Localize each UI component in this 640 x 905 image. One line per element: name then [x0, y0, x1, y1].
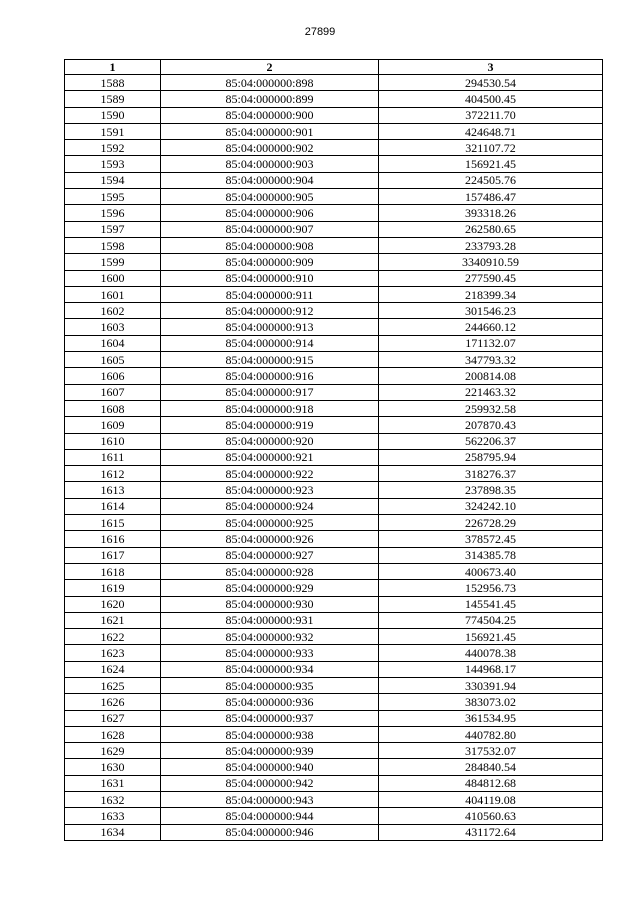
- row-number-cell: 1634: [65, 824, 161, 840]
- value-cell: 314385.78: [379, 547, 603, 563]
- cadastral-number-cell: 85:04:000000:908: [161, 237, 379, 253]
- value-cell: 145541.45: [379, 596, 603, 612]
- cadastral-number-cell: 85:04:000000:914: [161, 335, 379, 351]
- cadastral-number-cell: 85:04:000000:909: [161, 254, 379, 270]
- table-row: [65, 189, 603, 205]
- value-cell: 393318.26: [379, 205, 603, 221]
- table-row: [65, 808, 603, 824]
- row-number-cell: 1614: [65, 498, 161, 514]
- cadastral-number-cell: 85:04:000000:943: [161, 792, 379, 808]
- cadastral-number-cell: 85:04:000000:932: [161, 629, 379, 645]
- row-number-cell: 1594: [65, 172, 161, 188]
- row-number-cell: 1627: [65, 710, 161, 726]
- table-row: [65, 775, 603, 791]
- table-row: [65, 645, 603, 661]
- table-row: [65, 221, 603, 237]
- value-cell: 347793.32: [379, 352, 603, 368]
- table-row: [65, 400, 603, 416]
- value-cell: 484812.68: [379, 775, 603, 791]
- value-cell: 3340910.59: [379, 254, 603, 270]
- column-header-1: 1: [65, 60, 161, 75]
- value-cell: 383073.02: [379, 694, 603, 710]
- value-cell: 259932.58: [379, 400, 603, 416]
- value-cell: 321107.72: [379, 140, 603, 156]
- cadastral-number-cell: 85:04:000000:934: [161, 661, 379, 677]
- cadastral-number-cell: 85:04:000000:918: [161, 400, 379, 416]
- value-cell: 157486.47: [379, 189, 603, 205]
- table-row: [65, 172, 603, 188]
- cadastral-number-cell: 85:04:000000:922: [161, 466, 379, 482]
- cadastral-number-cell: 85:04:000000:901: [161, 123, 379, 139]
- row-number-cell: 1600: [65, 270, 161, 286]
- row-number-cell: 1602: [65, 303, 161, 319]
- table-row: [65, 482, 603, 498]
- row-number-cell: 1626: [65, 694, 161, 710]
- value-cell: 404119.08: [379, 792, 603, 808]
- table-row: [65, 417, 603, 433]
- row-number-cell: 1608: [65, 400, 161, 416]
- table-row: [65, 596, 603, 612]
- value-cell: 294530.54: [379, 75, 603, 91]
- value-cell: 404500.45: [379, 91, 603, 107]
- cadastral-number-cell: 85:04:000000:926: [161, 531, 379, 547]
- table-row: [65, 368, 603, 384]
- cadastral-number-cell: 85:04:000000:907: [161, 221, 379, 237]
- row-number-cell: 1612: [65, 466, 161, 482]
- value-cell: 318276.37: [379, 466, 603, 482]
- row-number-cell: 1623: [65, 645, 161, 661]
- cadastral-number-cell: 85:04:000000:910: [161, 270, 379, 286]
- table-row: [65, 563, 603, 579]
- value-cell: 226728.29: [379, 515, 603, 531]
- cadastral-number-cell: 85:04:000000:898: [161, 75, 379, 91]
- row-number-cell: 1624: [65, 661, 161, 677]
- value-cell: 424648.71: [379, 123, 603, 139]
- cadastral-number-cell: 85:04:000000:925: [161, 515, 379, 531]
- value-cell: 431172.64: [379, 824, 603, 840]
- value-cell: 156921.45: [379, 156, 603, 172]
- row-number-cell: 1597: [65, 221, 161, 237]
- row-number-cell: 1631: [65, 775, 161, 791]
- value-cell: 440078.38: [379, 645, 603, 661]
- table-row: [65, 107, 603, 123]
- cadastral-number-cell: 85:04:000000:931: [161, 612, 379, 628]
- column-header-2: 2: [161, 60, 379, 75]
- value-cell: 361534.95: [379, 710, 603, 726]
- table-row: [65, 237, 603, 253]
- row-number-cell: 1603: [65, 319, 161, 335]
- table-row: [65, 726, 603, 742]
- row-number-cell: 1605: [65, 352, 161, 368]
- value-cell: 378572.45: [379, 531, 603, 547]
- value-cell: 171132.07: [379, 335, 603, 351]
- row-number-cell: 1619: [65, 580, 161, 596]
- value-cell: 237898.35: [379, 482, 603, 498]
- row-number-cell: 1593: [65, 156, 161, 172]
- cadastral-number-cell: 85:04:000000:906: [161, 205, 379, 221]
- cadastral-number-cell: 85:04:000000:921: [161, 449, 379, 465]
- table-row: [65, 254, 603, 270]
- cadastral-number-cell: 85:04:000000:930: [161, 596, 379, 612]
- cadastral-number-cell: 85:04:000000:939: [161, 743, 379, 759]
- table-row: [65, 515, 603, 531]
- cadastral-number-cell: 85:04:000000:912: [161, 303, 379, 319]
- row-number-cell: 1589: [65, 91, 161, 107]
- table-row: [65, 286, 603, 302]
- cadastral-number-cell: 85:04:000000:933: [161, 645, 379, 661]
- row-number-cell: 1599: [65, 254, 161, 270]
- column-header-3: 3: [379, 60, 603, 75]
- table-row: [65, 498, 603, 514]
- cadastral-number-cell: 85:04:000000:920: [161, 433, 379, 449]
- value-cell: 244660.12: [379, 319, 603, 335]
- page-number: 27899: [304, 26, 336, 38]
- row-number-cell: 1620: [65, 596, 161, 612]
- value-cell: 218399.34: [379, 286, 603, 302]
- row-number-cell: 1625: [65, 677, 161, 693]
- row-number-cell: 1596: [65, 205, 161, 221]
- row-number-cell: 1607: [65, 384, 161, 400]
- table-row: [65, 694, 603, 710]
- value-cell: 262580.65: [379, 221, 603, 237]
- table-row: [65, 547, 603, 563]
- row-number-cell: 1633: [65, 808, 161, 824]
- value-cell: 156921.45: [379, 629, 603, 645]
- table-row: [65, 710, 603, 726]
- value-cell: 284840.54: [379, 759, 603, 775]
- table-row: [65, 612, 603, 628]
- row-number-cell: 1595: [65, 189, 161, 205]
- cadastral-number-cell: 85:04:000000:903: [161, 156, 379, 172]
- row-number-cell: 1618: [65, 563, 161, 579]
- value-cell: 233793.28: [379, 237, 603, 253]
- row-number-cell: 1617: [65, 547, 161, 563]
- value-cell: 774504.25: [379, 612, 603, 628]
- row-number-cell: 1632: [65, 792, 161, 808]
- table-row: [65, 91, 603, 107]
- cadastral-number-cell: 85:04:000000:944: [161, 808, 379, 824]
- row-number-cell: 1630: [65, 759, 161, 775]
- value-cell: 207870.43: [379, 417, 603, 433]
- cadastral-number-cell: 85:04:000000:940: [161, 759, 379, 775]
- table-row: [65, 123, 603, 139]
- table-row: [65, 661, 603, 677]
- table-row: [65, 433, 603, 449]
- cadastral-number-cell: 85:04:000000:915: [161, 352, 379, 368]
- row-number-cell: 1611: [65, 449, 161, 465]
- table-row: [65, 466, 603, 482]
- table-row: [65, 156, 603, 172]
- row-number-cell: 1590: [65, 107, 161, 123]
- table-row: [65, 677, 603, 693]
- value-cell: 410560.63: [379, 808, 603, 824]
- value-cell: 330391.94: [379, 677, 603, 693]
- row-number-cell: 1629: [65, 743, 161, 759]
- table-row: [65, 140, 603, 156]
- value-cell: 440782.80: [379, 726, 603, 742]
- cadastral-number-cell: 85:04:000000:927: [161, 547, 379, 563]
- cadastral-number-cell: 85:04:000000:936: [161, 694, 379, 710]
- table-row: [65, 792, 603, 808]
- value-cell: 144968.17: [379, 661, 603, 677]
- cadastral-number-cell: 85:04:000000:919: [161, 417, 379, 433]
- table-body: [65, 75, 603, 841]
- cadastral-number-cell: 85:04:000000:929: [161, 580, 379, 596]
- row-number-cell: 1621: [65, 612, 161, 628]
- cadastral-number-cell: 85:04:000000:911: [161, 286, 379, 302]
- row-number-cell: 1598: [65, 237, 161, 253]
- table-row: [65, 743, 603, 759]
- value-cell: 224505.76: [379, 172, 603, 188]
- table-row: [65, 335, 603, 351]
- row-number-cell: 1613: [65, 482, 161, 498]
- table-row: [65, 531, 603, 547]
- table-row: [65, 629, 603, 645]
- row-number-cell: 1615: [65, 515, 161, 531]
- cadastral-number-cell: 85:04:000000:900: [161, 107, 379, 123]
- value-cell: 324242.10: [379, 498, 603, 514]
- row-number-cell: 1609: [65, 417, 161, 433]
- cadastral-number-cell: 85:04:000000:938: [161, 726, 379, 742]
- table-row: [65, 824, 603, 840]
- row-number-cell: 1601: [65, 286, 161, 302]
- row-number-cell: 1622: [65, 629, 161, 645]
- value-cell: 400673.40: [379, 563, 603, 579]
- row-number-cell: 1591: [65, 123, 161, 139]
- table-row: [65, 759, 603, 775]
- table-row: [65, 303, 603, 319]
- cadastral-number-cell: 85:04:000000:902: [161, 140, 379, 156]
- table-row: [65, 270, 603, 286]
- cadastral-number-cell: 85:04:000000:923: [161, 482, 379, 498]
- cadastral-number-cell: 85:04:000000:916: [161, 368, 379, 384]
- value-cell: 301546.23: [379, 303, 603, 319]
- cadastral-number-cell: 85:04:000000:935: [161, 677, 379, 693]
- table-row: [65, 319, 603, 335]
- cadastral-table: [64, 59, 603, 841]
- cadastral-number-cell: 85:04:000000:924: [161, 498, 379, 514]
- cadastral-number-cell: 85:04:000000:899: [161, 91, 379, 107]
- value-cell: 152956.73: [379, 580, 603, 596]
- cadastral-number-cell: 85:04:000000:928: [161, 563, 379, 579]
- value-cell: 317532.07: [379, 743, 603, 759]
- value-cell: 372211.70: [379, 107, 603, 123]
- row-number-cell: 1604: [65, 335, 161, 351]
- table-row: [65, 75, 603, 91]
- row-number-cell: 1616: [65, 531, 161, 547]
- row-number-cell: 1588: [65, 75, 161, 91]
- cadastral-number-cell: 85:04:000000:904: [161, 172, 379, 188]
- cadastral-number-cell: 85:04:000000:917: [161, 384, 379, 400]
- cadastral-number-cell: 85:04:000000:913: [161, 319, 379, 335]
- cadastral-number-cell: 85:04:000000:937: [161, 710, 379, 726]
- row-number-cell: 1610: [65, 433, 161, 449]
- cadastral-number-cell: 85:04:000000:946: [161, 824, 379, 840]
- table-row: [65, 352, 603, 368]
- cadastral-number-cell: 85:04:000000:942: [161, 775, 379, 791]
- row-number-cell: 1628: [65, 726, 161, 742]
- table-row: [65, 449, 603, 465]
- table-header-row: [65, 60, 603, 75]
- value-cell: 277590.45: [379, 270, 603, 286]
- value-cell: 200814.08: [379, 368, 603, 384]
- table-row: [65, 580, 603, 596]
- cadastral-number-cell: 85:04:000000:905: [161, 189, 379, 205]
- value-cell: 258795.94: [379, 449, 603, 465]
- table-row: [65, 205, 603, 221]
- row-number-cell: 1606: [65, 368, 161, 384]
- value-cell: 562206.37: [379, 433, 603, 449]
- value-cell: 221463.32: [379, 384, 603, 400]
- table-row: [65, 384, 603, 400]
- row-number-cell: 1592: [65, 140, 161, 156]
